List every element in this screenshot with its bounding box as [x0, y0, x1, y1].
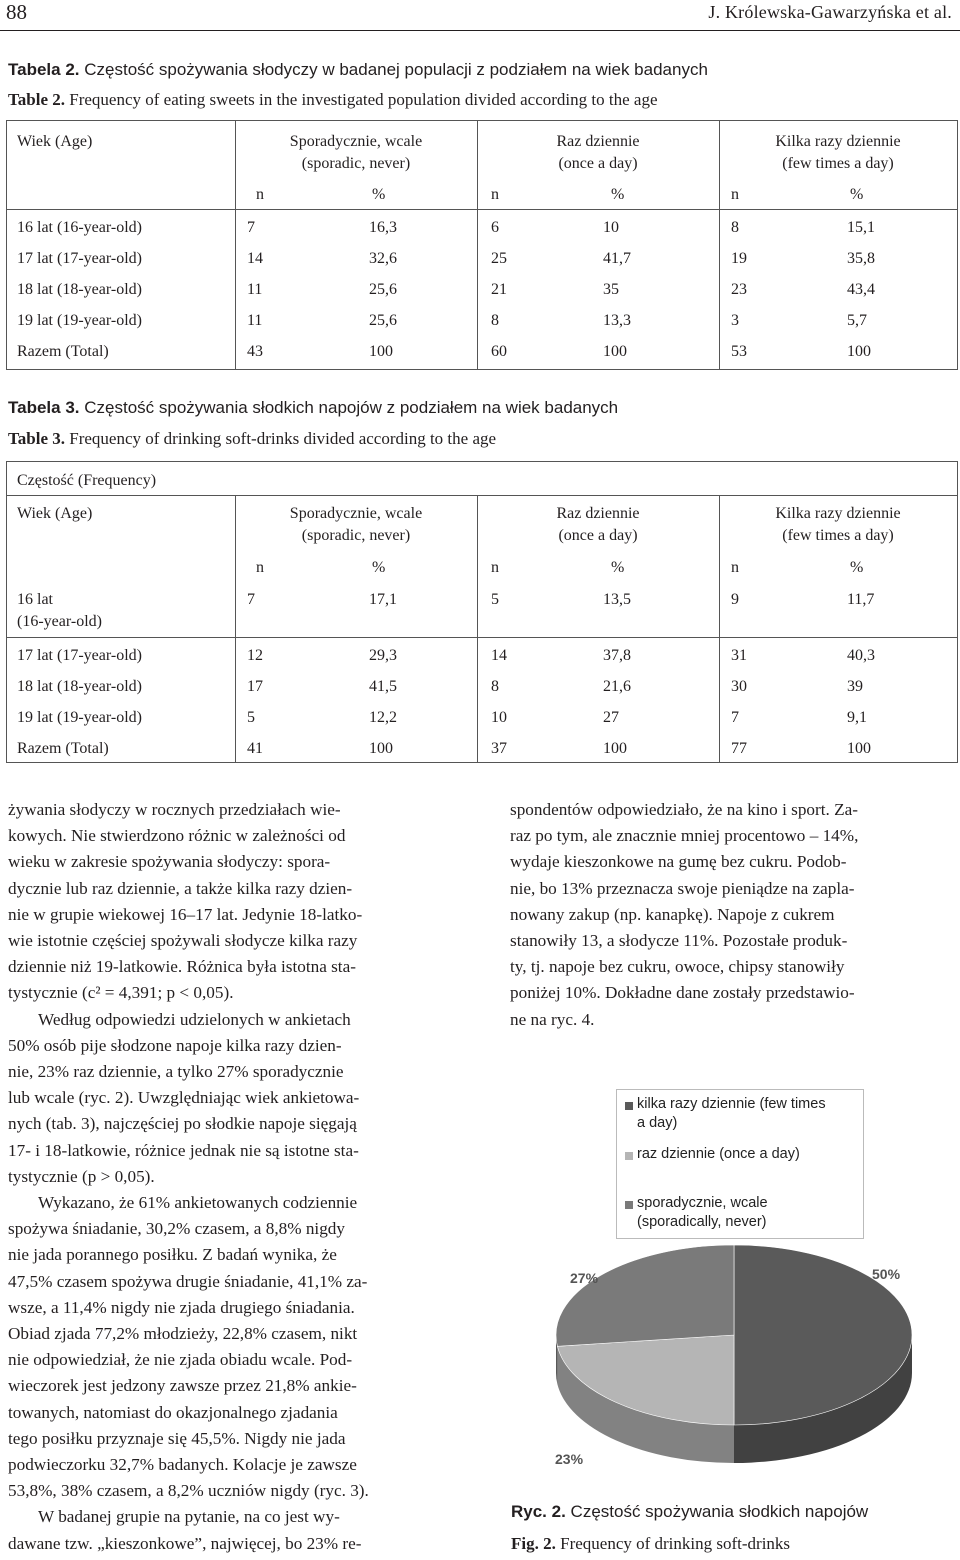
t3-header-once: Raz dziennie (once a day) — [556, 505, 640, 544]
t2-cell: 25,6 — [369, 312, 397, 329]
t3-cell: 7 — [731, 709, 739, 726]
left-text-column — [8, 797, 450, 1557]
t3-cell: 100 — [603, 740, 627, 757]
t3-cell: 100 — [369, 740, 393, 757]
text-line: lub wcale (ryc. 2). Uwzględniając wiek ankietowa- — [8, 1088, 360, 1108]
t2-cell: 21 — [491, 281, 507, 298]
text-line: spondentów odpowiedziało, że na kino i sport. Za- — [510, 800, 858, 819]
t3-cell: 40,3 — [847, 647, 875, 664]
t2-cell: 8 — [731, 219, 739, 236]
t2-cell: 23 — [731, 281, 747, 298]
text-line: nie odpowiedział, że nie zjada obiadu wcale. Pod- — [8, 1350, 353, 1370]
t3-pct-3: % — [850, 559, 864, 576]
t2-cell: 11 — [247, 281, 263, 298]
text-line: wieczorek jest jedzony zawsze przez 21,8% ankie- — [8, 1376, 357, 1396]
t3-cell: 100 — [847, 740, 871, 757]
text-line: 53,8%, 38% czasem, a 8,2% uczniów nigdy (ryc. 3). — [8, 1481, 369, 1501]
t3-cell: 10 — [491, 709, 507, 726]
text-line: nie w grupie wiekowej 16–17 lat. Jedynie 18-latko- — [8, 904, 363, 924]
text-line: 47,5% czasem spożywa drugie śniadanie, 41,1% za- — [8, 1271, 368, 1291]
t2-cell: Razem (Total) — [17, 343, 109, 360]
text-line: 17- i 18-latkowie, różnice jednak nie są istotne sta- — [8, 1140, 359, 1160]
t2-cell: 43 — [247, 343, 263, 360]
t3-cell: 41 — [247, 740, 263, 757]
legend-swatch-once — [625, 1152, 633, 1160]
t3-pct-1: % — [372, 559, 386, 576]
t2-cell: 11 — [247, 312, 263, 329]
t2-pct-1: % — [372, 186, 386, 203]
legend-label-once: raz dziennie (once a day) — [637, 1146, 800, 1162]
t2-pct-2: % — [611, 186, 625, 203]
text-line: nie, 23% raz dziennie, a tylko 27% sporadycznie — [8, 1062, 344, 1082]
t2-cell: 25 — [491, 250, 507, 267]
legend-label-few: kilka razy dziennie (few times a day) — [637, 1096, 826, 1131]
t3-cell: Razem (Total) — [17, 740, 109, 757]
t3-row16-cell: 9 — [731, 591, 739, 608]
t2-cell: 41,7 — [603, 250, 631, 267]
text-line: dziennie niż 19-latkowie. Różnica była istotna sta- — [8, 957, 356, 977]
t2-cell: 13,3 — [603, 312, 631, 329]
text-line: Według odpowiedzi udzielonych w ankietach — [38, 1009, 351, 1029]
t2-cell: 35 — [603, 281, 619, 298]
text-line: wie istotnie częściej spożywali słodycze kilka razy — [8, 931, 358, 951]
t2-cell: 16,3 — [369, 219, 397, 236]
t2-cell: 8 — [491, 312, 499, 329]
right-text-column — [510, 797, 956, 1033]
t3-cell: 12,2 — [369, 709, 397, 726]
text-line: towanych, natomiast do okazjonalnego zjadania — [8, 1402, 338, 1422]
t2-cell: 15,1 — [847, 219, 875, 236]
t3-cell: 17 lat (17-year-old) — [17, 647, 142, 664]
t2-cell: 10 — [603, 219, 619, 236]
text-line: wsze, a 11,4% nigdy nie zjada drugiego śniadania. — [8, 1297, 355, 1317]
t3-row16-cell: 5 — [491, 591, 499, 608]
t3-cell: 9,1 — [847, 709, 867, 726]
t3-cell: 18 lat (18-year-old) — [17, 678, 142, 695]
text-line: żywania słodyczy w rocznych przedziałach wie- — [8, 800, 341, 819]
text-line: ty, tj. napoje bez cukru, owoce, chipsy stanowiły — [510, 957, 845, 977]
text-line: poniżej 10%. Dokładne dane zostały przedstawio- — [510, 983, 855, 1003]
t3-cell: 14 — [491, 647, 507, 664]
text-line: tystycznie (c² = 4,391; p < 0,05). — [8, 983, 234, 1003]
t3-cell: 27 — [603, 709, 619, 726]
t2-cell: 3 — [731, 312, 739, 329]
t3-n-3: n — [731, 559, 739, 576]
t2-age-header: Wiek (Age) — [17, 133, 93, 150]
text-line: W badanej grupie na pytanie, na co jest wy- — [38, 1507, 340, 1527]
pie-label-sporadic: 27% — [570, 1270, 599, 1286]
text-line: nych (tab. 3), najczęściej po słodkie napoje sięgają — [8, 1114, 357, 1134]
t2-cell: 25,6 — [369, 281, 397, 298]
text-line: dawane tzw. „kieszonkowe”, najwięcej, bo 23% re- — [8, 1533, 362, 1553]
text-line: nie jada porannego posiłku. Z badań wynika, że — [8, 1245, 337, 1265]
pie-label-few: 50% — [872, 1266, 901, 1282]
t3-cell: 37,8 — [603, 647, 631, 664]
t2-cell: 7 — [247, 219, 255, 236]
legend-swatch-sporadic — [625, 1201, 633, 1209]
text-line: dycznie lub raz dziennie, a także kilka razy dzien- — [8, 878, 353, 898]
text-line: tego posiłku przyznaje się 45,5%. Nigdy nie jada — [8, 1428, 346, 1448]
t3-cell: 5 — [247, 709, 255, 726]
t2-cell: 14 — [247, 250, 263, 267]
text-line: tystycznie (p > 0,05). — [8, 1166, 155, 1186]
t3-n-1: n — [256, 559, 264, 576]
t3-cell: 17 — [247, 678, 263, 695]
running-header-authors: J. Królewska-Gawarzyńska et al. — [708, 2, 952, 22]
t2-cell: 32,6 — [369, 250, 397, 267]
t2-header-few: Kilka razy dziennie (few times a day) — [775, 133, 901, 172]
t3-row16-label: 16 lat (16-year-old) — [17, 591, 102, 630]
t2-cell: 19 — [731, 250, 747, 267]
table3-caption-en: Table 3. Frequency of drinking soft-drinks divided according to the age — [8, 429, 497, 448]
pie-slice — [556, 1245, 734, 1346]
t2-n-1: n — [256, 186, 264, 203]
chart-legend — [616, 1089, 864, 1239]
text-line: kowych. Nie stwierdzono różnic w zależności od — [8, 826, 346, 846]
t3-cell: 8 — [491, 678, 499, 695]
t3-row16-cell: 13,5 — [603, 591, 631, 608]
text-line: nie, bo 13% przeznacza swoje pieniądze na zapla- — [510, 878, 855, 898]
text-line: ne na ryc. 4. — [510, 1009, 595, 1029]
t3-cell: 77 — [731, 740, 747, 757]
t3-cell: 29,3 — [369, 647, 397, 664]
text-line: wydaje kieszonkowe na gumę bez cukru. Podob- — [510, 852, 847, 872]
t3-frequency-header: Częstość (Frequency) — [17, 472, 157, 489]
t3-cell: 21,6 — [603, 678, 631, 695]
legend-label-sporadic: sporadycznie, wcale (sporadically, never) — [637, 1195, 768, 1230]
t3-cell: 39 — [847, 678, 863, 695]
text-line: Obiad zjada 77,2% młodzieży, 22,8% czasem, nikt — [8, 1324, 358, 1344]
t2-n-2: n — [491, 186, 499, 203]
t3-header-sporadic: Sporadycznie, wcale (sporadic, never) — [289, 505, 423, 544]
t2-cell: 53 — [731, 343, 747, 360]
page-number: 88 — [6, 0, 27, 24]
t2-header-once: Raz dziennie (once a day) — [556, 133, 640, 172]
t2-cell: 6 — [491, 219, 499, 236]
t2-pct-3: % — [850, 186, 864, 203]
t2-cell: 100 — [369, 343, 393, 360]
t2-n-3: n — [731, 186, 739, 203]
t3-cell: 12 — [247, 647, 263, 664]
t3-age-header: Wiek (Age) — [17, 505, 93, 522]
t2-cell: 60 — [491, 343, 507, 360]
table3-caption-pl: Tabela 3. Częstość spożywania słodkich napojów z podziałem na wiek badanych — [8, 398, 619, 417]
t3-row16-cell: 7 — [247, 591, 255, 608]
t2-cell: 5,7 — [847, 312, 867, 329]
t3-pct-2: % — [611, 559, 625, 576]
t3-cell: 19 lat (19-year-old) — [17, 709, 142, 726]
t2-header-sporadic: Sporadycznie, wcale (sporadic, never) — [289, 133, 423, 172]
figure-caption-en: Fig. 2. Frequency of drinking soft-drinks — [511, 1534, 791, 1553]
t2-cell: 19 lat (19-year-old) — [17, 312, 142, 329]
text-line: spożywa śniadanie, 30,2% czasem, a 8,8% nigdy — [8, 1219, 345, 1239]
t3-row16-cell: 11,7 — [847, 591, 875, 608]
t2-cell: 43,4 — [847, 281, 875, 298]
text-line: 50% osób pije słodzone napoje kilka razy dzien- — [8, 1035, 342, 1055]
table2-caption-en: Table 2. Frequency of eating sweets in the investigated population divided according to the age — [8, 90, 658, 109]
t3-cell: 31 — [731, 647, 747, 664]
text-line: stanowiły 13, a słodycze 11%. Pozostałe produk- — [510, 931, 848, 951]
text-line: raz po tym, ale znacznie mniej procentowo – 14%, — [510, 826, 859, 846]
table2-caption-pl: Tabela 2. Częstość spożywania słodyczy w badanej populacji z podziałem na wiek badanych — [8, 60, 708, 79]
figure-caption-pl: Ryc. 2. Częstość spożywania słodkich napojów — [511, 1502, 869, 1521]
t2-cell: 17 lat (17-year-old) — [17, 250, 142, 267]
t3-row16-cell: 17,1 — [369, 591, 397, 608]
t2-cell: 18 lat (18-year-old) — [17, 281, 142, 298]
text-line: podwieczorku 32,7% badanych. Kolacje je zawsze — [8, 1455, 357, 1475]
t2-cell: 100 — [847, 343, 871, 360]
t3-cell: 41,5 — [369, 678, 397, 695]
t3-n-2: n — [491, 559, 499, 576]
t3-cell: 30 — [731, 678, 747, 695]
pie-label-once: 23% — [555, 1451, 584, 1467]
t2-cell: 100 — [603, 343, 627, 360]
table3 — [6, 461, 958, 763]
t2-cell: 16 lat (16-year-old) — [17, 219, 142, 236]
legend-swatch-few — [625, 1102, 633, 1110]
header-rule — [0, 30, 960, 31]
text-line: nowany zakup (np. kanapkę). Napoje z cukrem — [510, 904, 835, 924]
text-line: Wykazano, że 61% ankietowanych codziennie — [38, 1193, 358, 1213]
t2-cell: 35,8 — [847, 250, 875, 267]
t3-cell: 37 — [491, 740, 507, 757]
table2 — [6, 120, 958, 370]
text-line: wieku w zakresie spożywania słodyczy: spora- — [8, 852, 331, 872]
t3-header-few: Kilka razy dziennie (few times a day) — [775, 505, 901, 544]
